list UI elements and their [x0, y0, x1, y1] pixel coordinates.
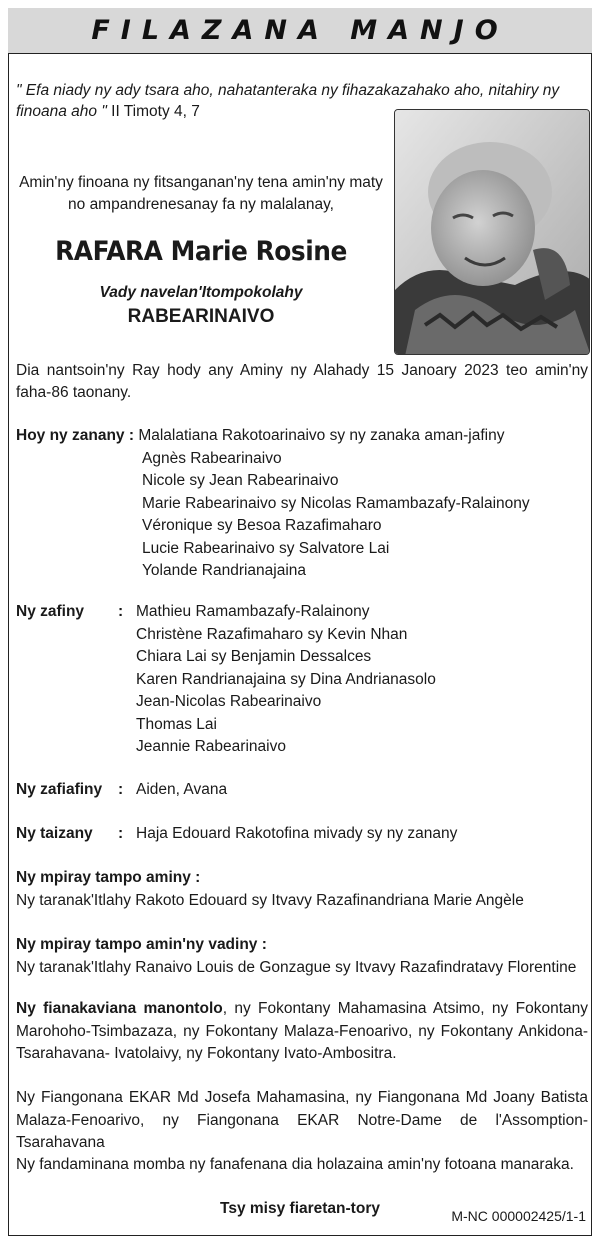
great-grandchildren-value-wrap	[136, 779, 227, 802]
family-spouse-label: Ny mpiray tampo amin'ny vadiny :	[16, 936, 267, 953]
husband-name: RABEARINAIVO	[127, 306, 275, 327]
siblings-value-wrap	[136, 823, 457, 846]
intro-text	[16, 172, 386, 216]
portrait-photo	[394, 109, 590, 355]
header-banner	[8, 8, 592, 54]
neighbors-block	[16, 998, 588, 1066]
list-item: Véronique sy Besoa Razafimaharo	[142, 517, 382, 534]
siblings-value: Haja Edouard Rakotofina mivady sy ny zanany	[136, 825, 458, 842]
quote-text: " Efa niady ny ady tsara aho, nahatanteraka ny fihazakazahako aho, nitahiry ny finoana aho "	[16, 82, 560, 120]
header-title: FILAZANA MANJO	[91, 15, 509, 46]
list-item: Agnès Rabearinaivo	[142, 449, 282, 467]
widow-of-label: Vady navelan'Itompokolahy	[99, 284, 303, 301]
list-item: Jeannie Rabearinaivo	[136, 738, 286, 755]
grandchildren-label-row	[16, 601, 84, 624]
children-first: Malalatiana Rakotoarinaivo sy ny zanaka aman-jafiny	[138, 427, 505, 444]
quote-reference: II Timoty 4, 7	[111, 103, 200, 120]
churches-block: Ny Fiangonana EKAR Md Josefa Mahamasina, ny Fiangonana Md Joany Batista Malaza-Fenoarivo, ny Fiangonana EKAR Notre-Dame de l'Assomption-Tsarahavana	[16, 1089, 588, 1151]
list-item: Christène Razafimaharo sy Kevin Nhan	[136, 625, 408, 643]
funeral-notice: Ny fandaminana momba ny fanafenana dia holazaina amin'ny fotoana manaraka.	[16, 1156, 574, 1173]
closing-line: Tsy misy fiaretan-tory	[220, 1200, 380, 1217]
siblings-label-row	[16, 823, 93, 846]
great-grandchildren-label-row	[16, 779, 102, 802]
list-item: Chiara Lai sy Benjamin Dessalces	[136, 648, 372, 665]
list-item: Lucie Rabearinaivo sy Salvatore Lai	[142, 539, 390, 557]
deceased-name: RAFARA Marie Rosine	[55, 236, 347, 267]
grandchildren-list	[136, 601, 436, 759]
siblings-colon: :	[118, 825, 124, 842]
children-label: Hoy ny zanany :	[16, 427, 134, 444]
intro-line-1: Amin'ny finoana ny fitsanganan'ny tena amin'ny maty	[19, 174, 383, 191]
list-item: Karen Randrianajaina sy Dina Andrianasolo	[136, 670, 436, 688]
list-item: Thomas Lai	[136, 715, 217, 733]
portrait-image	[395, 110, 590, 355]
family-own-value: Ny taranak'Itlahy Rakoto Edouard sy Itvavy Razafinandriana Marie Angèle	[16, 891, 524, 909]
list-item: Yolande Randrianajaina	[142, 562, 307, 579]
great-grandchildren-colon-wrap	[118, 779, 123, 802]
intro-line-2: no ampandrenesanay fa ny malalanay,	[68, 196, 334, 213]
family-own-block	[16, 867, 588, 912]
family-own-label: Ny mpiray tampo aminy :	[16, 869, 201, 886]
grandchildren-colon: :	[118, 603, 124, 620]
list-item: Nicole sy Jean Rabearinaivo	[142, 472, 339, 489]
siblings-label: Ny taizany	[16, 825, 93, 842]
family-spouse-block	[16, 934, 588, 979]
reference-code: M-NC 000002425/1-1	[451, 1208, 586, 1224]
list-item: Mathieu Ramambazafy-Ralainony	[136, 603, 370, 620]
neighbors-text: , ny Fokontany Mahamasina Atsimo, ny Fokontany Marohoho-Tsimbazaza, ny Fokontany Malaza-Fenoarivo, ny Fokontany Ankidona-Tsarahavana- Ivatolaivy, ny Fokontany Ivato-Ambositra.	[16, 1000, 588, 1062]
children-section	[16, 425, 504, 448]
death-notice: Dia nantsoin'ny Ray hody any Aminy ny Alahady 15 Janoary 2023 teo amin'ny faha-86 taonany.	[16, 362, 588, 401]
siblings-colon-wrap	[118, 823, 123, 846]
great-grandchildren-value: Aiden, Avana	[136, 781, 228, 798]
neighbors-label: Ny fianakaviana manontolo	[16, 1000, 223, 1017]
grandchildren-colon-wrap	[118, 601, 123, 624]
great-grandchildren-label: Ny zafiafiny	[16, 781, 103, 798]
list-item: Jean-Nicolas Rabearinaivo	[136, 693, 322, 710]
children-list	[142, 448, 530, 583]
family-spouse-value: Ny taranak'Itlahy Ranaivo Louis de Gonzague sy Itvavy Razafindratavy Florentine	[16, 958, 577, 976]
great-grandchildren-colon: :	[118, 781, 124, 798]
grandchildren-label: Ny zafiny	[16, 603, 85, 620]
list-item: Marie Rabearinaivo sy Nicolas Ramambazafy-Ralainony	[142, 494, 530, 512]
